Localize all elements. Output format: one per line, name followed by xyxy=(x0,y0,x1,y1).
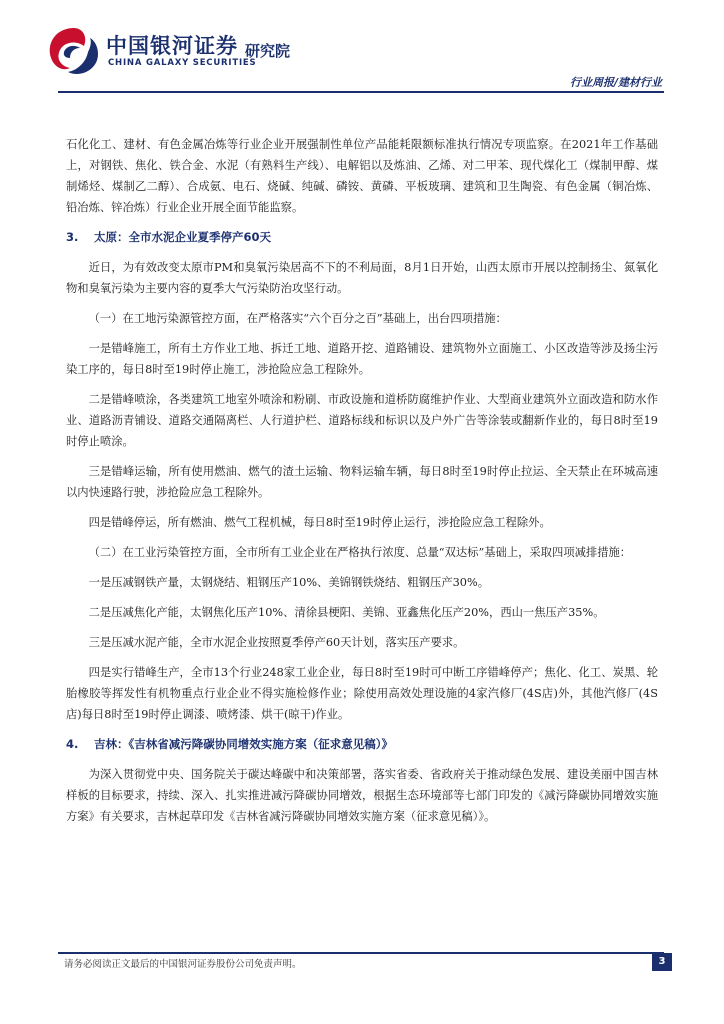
brand-name-cn: 中国银河证券 xyxy=(106,34,238,58)
section-title: 太原：全市水泥企业夏季停产60天 xyxy=(94,230,272,244)
report-type-label: 行业周报/建材行业 xyxy=(569,76,662,89)
section-heading-taiyuan xyxy=(66,227,658,248)
paragraph-measure-2: 二是错峰喷涂，各类建筑工地室外喷涂和粉刷、市政设施和道桥防腐维护作业、大型商业建筑外立面改造和防水作业、道路沥青铺设、道路交通隔离栏、人行道护栏、道路标线和标识以及户外广告等涂装或翻新作业的，每日8时至19时停止喷涂。 xyxy=(66,393,658,448)
paragraph-measure-4: 四是错峰停运，所有燃油、燃气工程机械，每日8时至19时停止运行，涉抢险应急工程除外。 xyxy=(88,516,551,529)
disclaimer-text: 请务必阅读正文最后的中国银河证券股份公司免责声明。 xyxy=(64,959,302,970)
page-number: 3 xyxy=(652,953,672,971)
section-heading-jilin xyxy=(66,734,658,755)
paragraph-staggered-production: 四是实行错峰生产，全市13个行业248家工业企业，每日8时至19时可中断工序错峰停产；焦化、化工、炭黑、轮胎橡胶等挥发性有机物重点行业企业不得实施检修作业；除使用高效处理设施的4家汽修厂(4S店)外，其他汽修厂(4S店)每日8时至19时停止调漆、喷烤漆、烘干(晾干)作业。 xyxy=(66,666,658,721)
header-divider xyxy=(58,91,664,93)
brand-name-en: CHINA GALAXY SECURITIES xyxy=(108,58,257,68)
paragraph-measure-1: 一是错峰施工，所有土方作业工地、拆迁工地、道路开挖、道路铺设、建筑物外立面施工、小区改造等涉及扬尘污染工序的，每日8时至19时停止施工，涉抢险应急工程除外。 xyxy=(66,342,658,376)
paragraph-cement-cut: 三是压减水泥产能，全市水泥企业按照夏季停产60天计划，落实压产要求。 xyxy=(88,636,465,649)
paragraph-taiyuan-intro: 近日，为有效改变太原市PM和臭氧污染居高不下的不利局面，8月1日开始，山西太原市开展以控制扬尘、氮氧化物和臭氧污染为主要内容的夏季大气污染防治攻坚行动。 xyxy=(66,261,658,295)
galaxy-logo-icon xyxy=(44,22,104,82)
paragraph-site-control: （一）在工地污染源管控方面，在严格落实“六个百分之百”基础上，出台四项措施： xyxy=(88,312,507,325)
section-number: 4. xyxy=(66,737,79,751)
footer-divider xyxy=(58,952,664,954)
section-title: 吉林：《吉林省减污降碳协同增效实施方案（征求意见稿）》 xyxy=(94,737,393,751)
paragraph-steel-cut: 一是压减钢铁产量，太钢烧结、粗钢压产10%、美锦钢铁烧结、粗钢压产30%。 xyxy=(88,576,490,589)
paragraph-jilin-plan: 为深入贯彻党中央、国务院关于碳达峰碳中和决策部署，落实省委、省政府关于推动绿色发展、建设美丽中国吉林样板的目标要求，持续、深入、扎实推进减污降碳协同增效，根据生态环境部等七部门印发的《减污降碳协同增效实施方案》有关要求，吉林起草印发《吉林省减污降碳协同增效实施方案（征求意见稿）》。 xyxy=(66,768,658,823)
paragraph-energy-audit: 石化化工、建材、有色金属冶炼等行业企业开展强制性单位产品能耗限额标准执行情况专项监察。在2021年工作基础上，对钢铁、焦化、铁合金、水泥（有熟料生产线）、电解铝以及炼油、乙烯、对二甲苯、现代煤化工（煤制甲醇、煤制烯烃、煤制乙二醇）、合成氨、电石、烧碱、纯碱、磷铵、黄磷、平板玻璃、建筑和卫生陶瓷、有色金属（铜冶炼、铅冶炼、锌冶炼）行业企业开展全面节能监察。 xyxy=(66,138,658,214)
section-number: 3. xyxy=(66,230,79,244)
page-header xyxy=(0,0,724,100)
paragraph-coking-cut: 二是压减焦化产能，太钢焦化压产10%、清徐县梗阳、美锦、亚鑫焦化压产20%，西山一焦压产35%。 xyxy=(88,606,605,619)
research-institute-label: 研究院 xyxy=(245,42,291,60)
paragraph-measure-3: 三是错峰运输，所有使用燃油、燃气的渣土运输、物料运输车辆，每日8时至19时停止拉运、全天禁止在环城高速以内快速路行驶，涉抢险应急工程除外。 xyxy=(66,465,658,499)
paragraph-industrial-control: （二）在工业污染管控方面，全市所有工业企业在严格执行浓度、总量“双达标”基础上，采取四项减排措施： xyxy=(88,546,632,559)
main-content xyxy=(66,134,658,836)
